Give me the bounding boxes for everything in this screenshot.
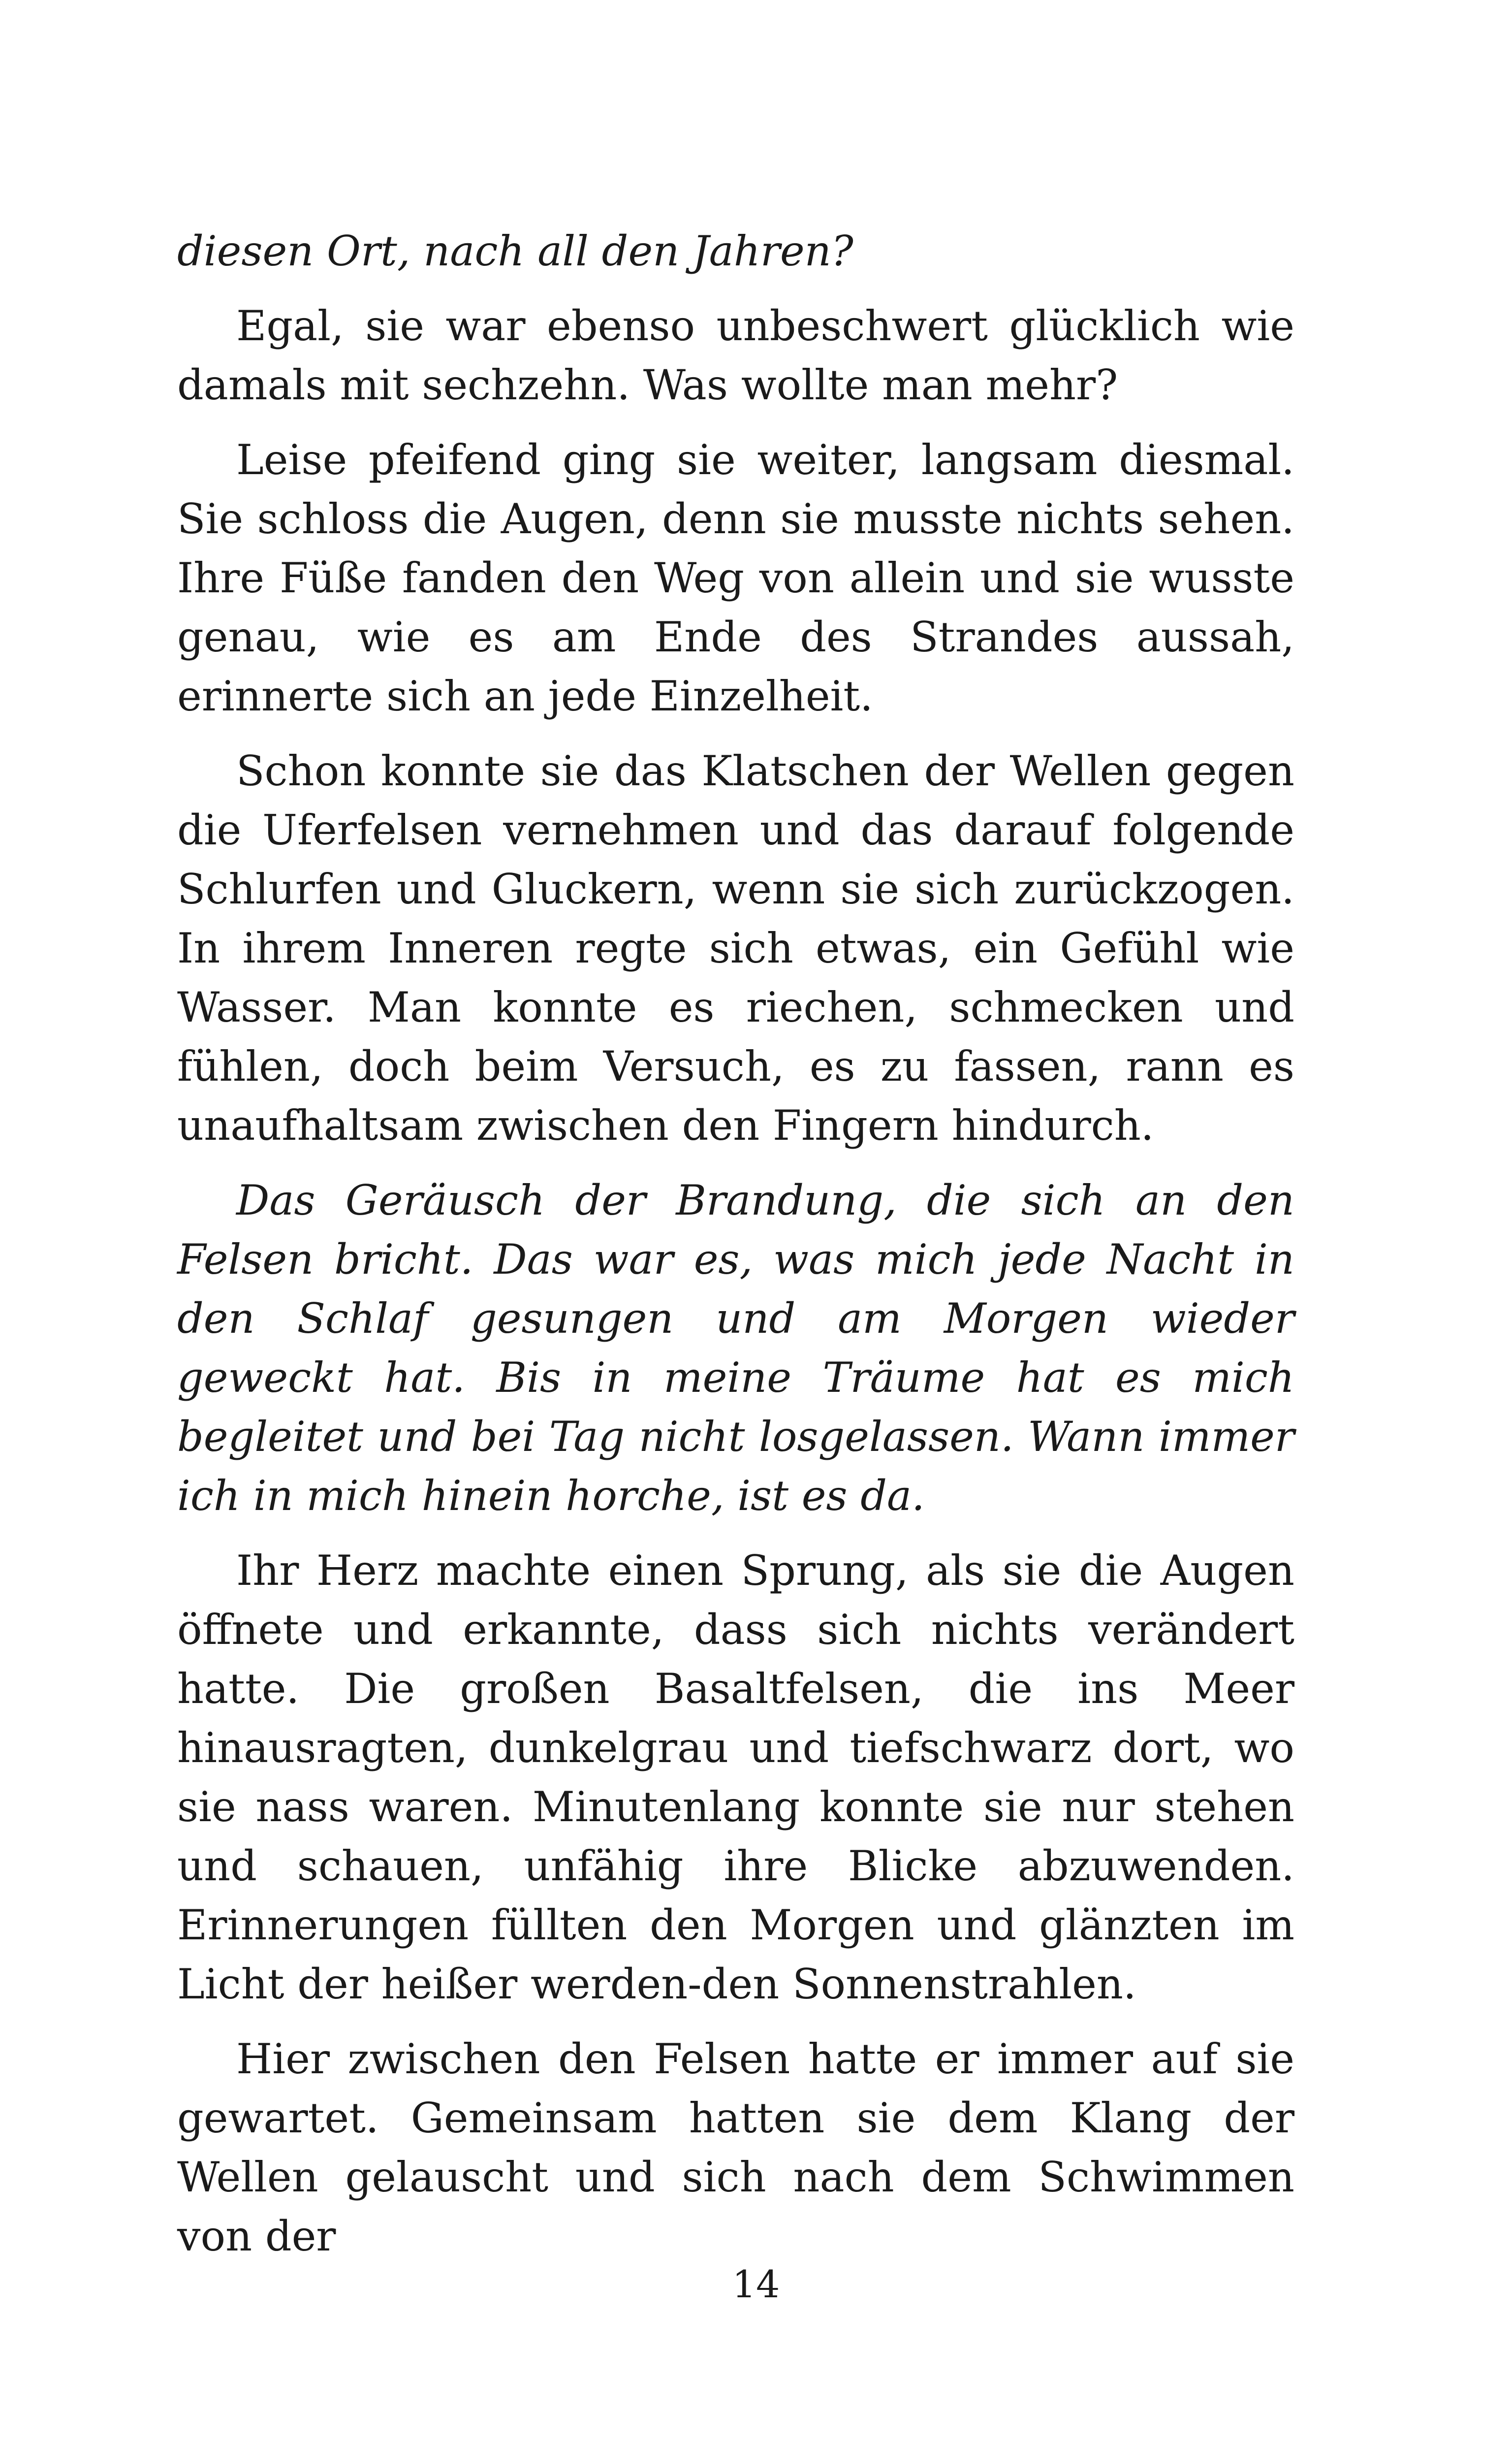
- paragraph-1: diesen Ort, nach all den Jahren?: [177, 227, 853, 275]
- paragraph-6: Ihr Herz machte einen Sprung, als sie die Augen öffnete und erkannte, dass sich nichts verändert hatte. Die großen Basaltfelsen, die ins Meer hinausragten, dunkelgrau und tiefschwarz dort, wo sie nass waren. Minutenlang konnte sie nur stehen und schauen, unfähig ihre Blicke abzuwenden. Erinnerungen füllten den Morgen und glänzten im Licht der heißer werden-den Sonnenstrahlen.: [177, 1546, 1294, 2008]
- paragraph-4: Schon konnte sie das Klatschen der Wellen gegen die Uferfelsen vernehmen und das darauf folgende Schlurfen und Gluckern, wenn sie sich zurückzogen. In ihrem Inneren regte sich etwas, ein Gefühl wie Wasser. Man konnte es riechen, schmecken und fühlen, doch beim Versuch, es zu fassen, rann es unaufhaltsam zwischen den Fingern hindurch.: [177, 747, 1294, 1150]
- paragraph-5-italic: Das Geräusch der Brandung, die sich an den Felsen bricht. Das war es, was mich jede Nacht in den Schlaf gesungen und am Morgen wieder geweckt hat. Bis in meine Träume hat es mich begleitet und bei Tag nicht losgelassen. Wann immer ich in mich hinein horche, ist es da.: [177, 1176, 1294, 1520]
- page-body: [177, 222, 1294, 2282]
- paragraph-3: Leise pfeifend ging sie weiter, langsam diesmal. Sie schloss die Augen, denn sie musste nichts sehen. Ihre Füße fanden den Weg von allein und sie wusste genau, wie es am Ende des Strandes aussah, erinnerte sich an jede Einzelheit.: [177, 436, 1294, 720]
- paragraph-2: Egal, sie war ebenso unbeschwert glücklich wie damals mit sechzehn. Was wollte man mehr?: [177, 302, 1294, 409]
- page-number: 14: [732, 2262, 780, 2306]
- paragraph-7: Hier zwischen den Felsen hatte er immer auf sie gewartet. Gemeinsam hatten sie dem Klang der Wellen gelauscht und sich nach dem Schwimmen von der: [177, 2035, 1294, 2260]
